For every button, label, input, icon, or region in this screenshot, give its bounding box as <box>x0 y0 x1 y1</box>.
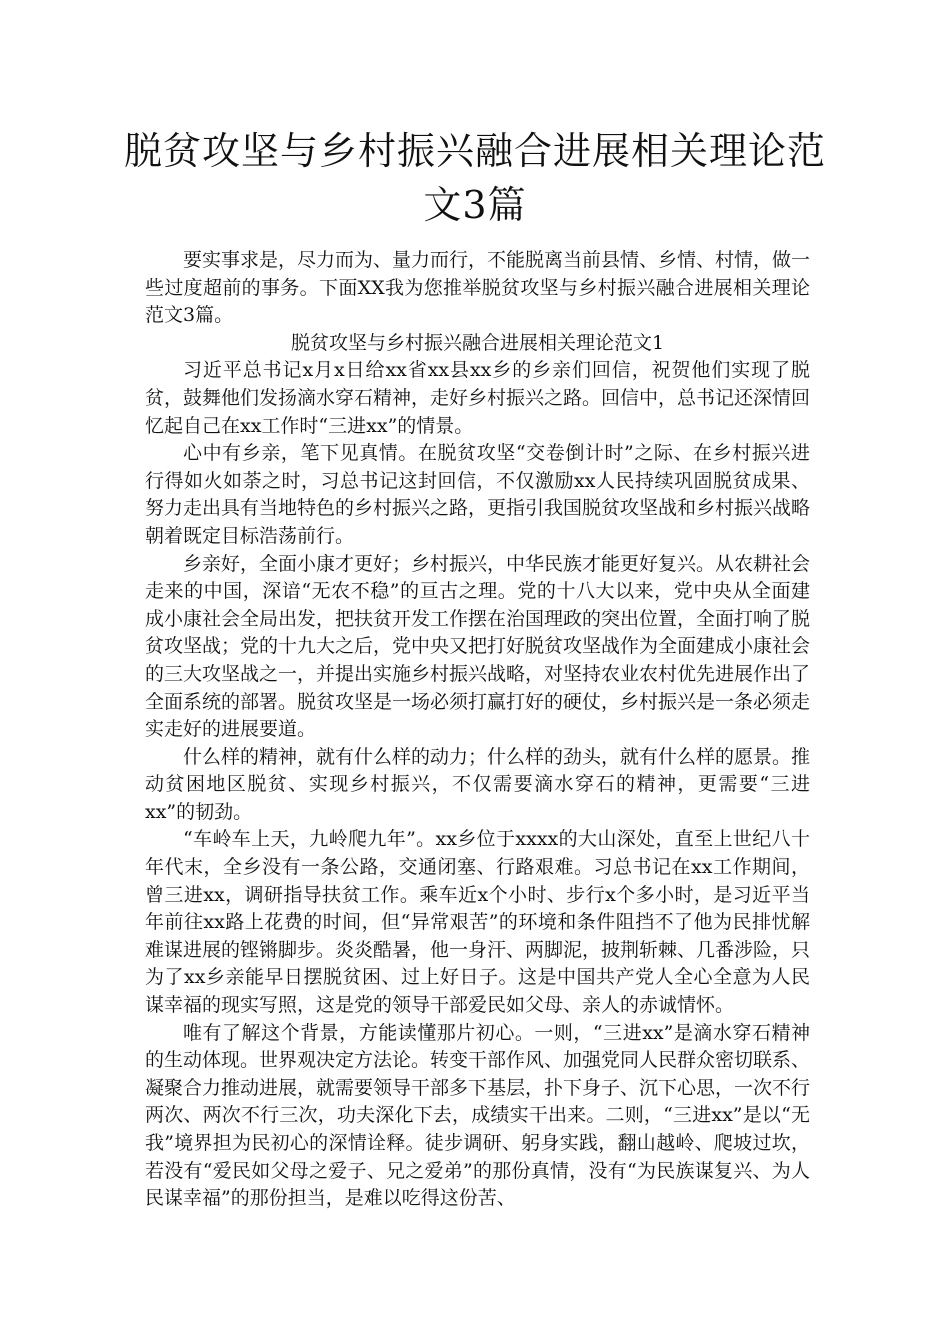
intro-paragraph: 要实事求是，尽力而为、量力而行，不能脱离当前县情、乡情、村情，做一些过度超前的事务。下面XX我为您推举脱贫攻坚与乡村振兴融合进展相关理论范文3篇。 <box>145 249 811 327</box>
body-paragraph: 心中有乡亲，笔下见真情。在脱贫攻坚“交卷倒计时”之际、在乡村振兴进行得如火如荼之时，习总书记这封回信，不仅激励xx人民持续巩固脱贫成果、努力走出具有当地特色的乡村振兴之路，更指引我国脱贫攻坚战和乡村振兴战略朝着既定目标浩荡前行。 <box>145 442 811 547</box>
body-paragraph: 什么样的精神，就有什么样的动力；什么样的劲头，就有什么样的愿景。推动贫困地区脱贫、实现乡村振兴，不仅需要滴水穿石的精神，更需要“三进xx”的韧劲。 <box>145 745 811 823</box>
section-heading: 脱贫攻坚与乡村振兴融合进展相关理论范文1 <box>290 331 665 354</box>
document-body <box>145 247 810 1213</box>
body-paragraph: 习近平总书记x月x日给xx省xx县xx乡的乡亲们回信，祝贺他们实现了脱贫，鼓舞他们发扬滴水穿石精神，走好乡村振兴之路。回信中，总书记还深情回忆起自己在xx工作时“三进xx”的情景。 <box>145 359 811 437</box>
document-title <box>0 124 950 232</box>
title-line-1: 脱贫攻坚与乡村振兴融合进展相关理论范 <box>123 129 826 173</box>
body-paragraph: 乡亲好，全面小康才更好；乡村振兴，中华民族才能更好复兴。从农耕社会走来的中国，深谙“无农不稳”的亘古之理。党的十八大以来，党中央从全面建成小康社会全局出发，把扶贫开发工作摆在治国理政的突出位置，全面打响了脱贫攻坚战；党的十九大之后，党中央又把打好脱贫攻坚战作为全面建成小康社会的三大攻坚战之一，并提出实施乡村振兴战略，对坚持农业农村优先进展作出了全面系统的部署。脱贫攻坚是一场必须打赢打好的硬仗，乡村振兴是一条必须走实走好的进展要道。 <box>145 552 811 741</box>
body-paragraph: 唯有了解这个背景，方能读懂那片初心。一则，“三进xx”是滴水穿石精神的生动体现。世界观决定方法论。转变干部作风、加强党同人民群众密切联系、凝聚合力推动进展，就需要领导干部多下基层，扑下身子、沉下心思，一次不行两次、两次不行三次，功夫深化下去，成绩实干出来。二则，“三进xx”是以“无我”境界担为民初心的深情诠释。徒步调研、躬身实践，翻山越岭、爬坡过坎，若没有“爱民如父母之爱子、兄之爱弟”的那份真情，没有“为民族谋复兴、为人民谋幸福”的那份担当，是难以吃得这份苦、 <box>145 1021 811 1210</box>
title-line-2: 文3篇 <box>423 183 527 227</box>
body-paragraph: “车岭车上天，九岭爬九年”。xx乡位于xxxx的大山深处，直至上世纪八十年代末，全乡没有一条公路，交通闭塞、行路艰难。习总书记在xx工作期间，曾三进xx，调研指导扶贫工作。乘车近x个小时、步行x个多小时，是习近平当年前往xx路上花费的时间，但“异常艰苦”的环境和条件阻挡不了他为民排忧解难谋进展的铿锵脚步。炎炎酷暑，他一身汗、两脚泥，披荆斩棘、几番涉险，只为了xx乡亲能早日摆脱贫困、过上好日子。这是中国共产党人全心全意为人民谋幸福的现实写照，这是党的领导干部爱民如父母、亲人的赤诚情怀。 <box>145 828 811 1017</box>
